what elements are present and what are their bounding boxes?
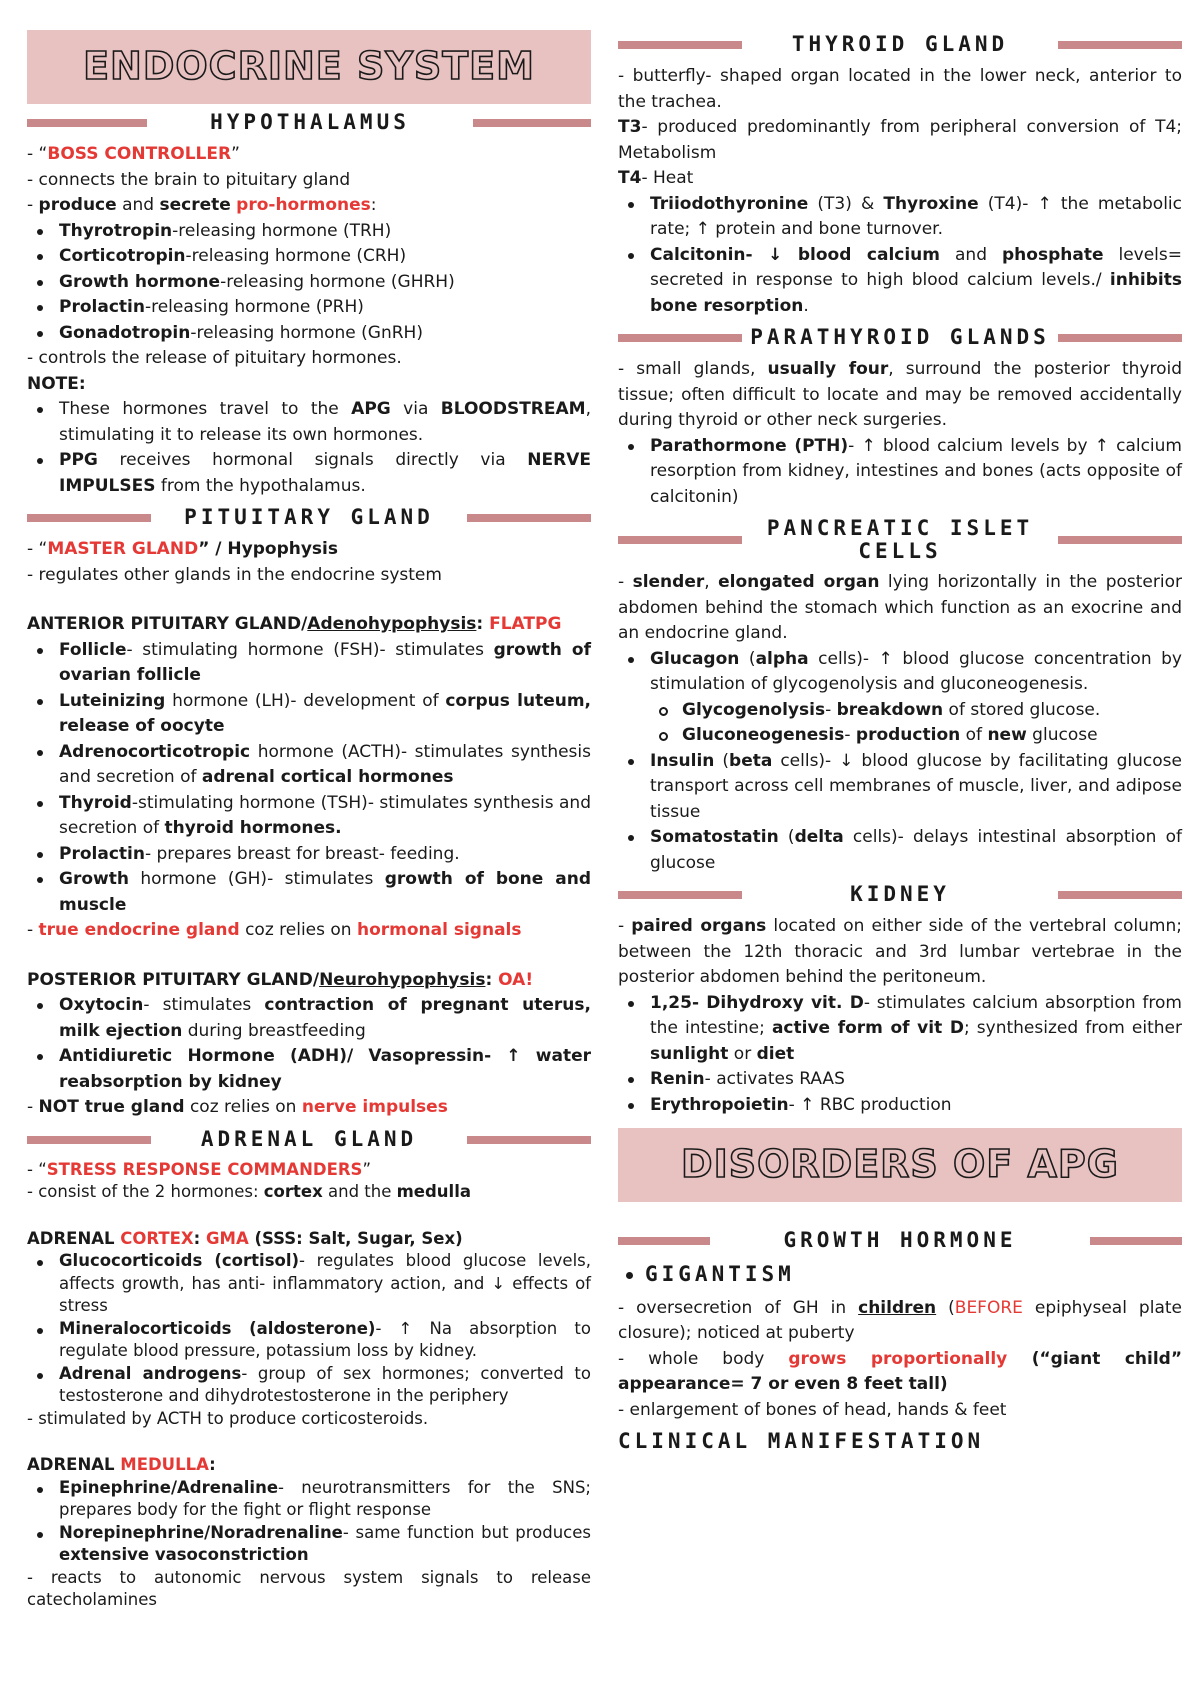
clinical-manifestation-heading: CLINICAL MANIFESTATION bbox=[618, 1429, 985, 1453]
list-item: Erythropoietin- ↑ RBC production bbox=[618, 1093, 1182, 1119]
text-line: - butterfly- shaped organ located in the lower neck, anterior to the trachea. bbox=[618, 66, 1182, 112]
list-item: Norepinephrine/Noradrenaline- same function but produces extensive vasoconstriction bbox=[27, 1522, 591, 1567]
text-line: - regulates other glands in the endocrine system bbox=[27, 564, 442, 585]
sub-list bbox=[650, 698, 1182, 749]
text-line: - paired organs located on either side of the vertebral column; between the 12th thoracic and 3rd lumbar vertebrae in the posterior abdomen behind the peritoneum. bbox=[618, 916, 1182, 987]
title-banner bbox=[27, 30, 591, 104]
kidney-section bbox=[618, 914, 1182, 1118]
page-title: ENDOCRINE SYSTEM bbox=[83, 44, 535, 89]
subheading: POSTERIOR PITUITARY GLAND/Neurohypophysis: OA! bbox=[27, 969, 534, 990]
note-list bbox=[27, 397, 591, 499]
text-line: - whole body grows proportionally (“giant child” appearance= 7 or even 8 feet tall) bbox=[618, 1348, 1183, 1394]
text-line: - “BOSS CONTROLLER” bbox=[27, 144, 240, 164]
list-item: Glucocorticoids (cortisol)- regulates blood glucose levels, affects growth, has anti- inflammatory action, and ↓ effects of stress bbox=[27, 1250, 591, 1318]
list-item: 1,25- Dihydroxy vit. D- stimulates calcium absorption from the intestine; active form of vit D; synthesized from either sunlight or diet bbox=[618, 991, 1182, 1068]
text-line: - controls the release of pituitary hormones. bbox=[27, 348, 402, 368]
section-header-parathyroid: PARATHYROID GLANDS bbox=[618, 321, 1182, 355]
list-item: Antidiuretic Hormone (ADH)/ Vasopressin- ↑ water reabsorption by kidney bbox=[27, 1044, 591, 1095]
list-item: Follicle- stimulating hormone (FSH)- stimulates growth of ovarian follicle bbox=[27, 638, 591, 689]
text-line: - consist of the 2 hormones: cortex and the medulla bbox=[27, 1182, 471, 1201]
list-item: Epinephrine/Adrenaline- neurotransmitters for the SNS; prepares body for the fight or flight response bbox=[27, 1477, 591, 1522]
left-column bbox=[27, 30, 591, 1612]
text-line: - enlargement of bones of head, hands & feet bbox=[618, 1399, 1007, 1420]
list-item: Glycogenolysis- breakdown of stored glucose. bbox=[650, 698, 1182, 724]
note-label: NOTE: bbox=[27, 373, 86, 394]
pancreatic-list bbox=[618, 647, 1182, 877]
hypothalamus-section bbox=[27, 142, 591, 499]
growth-hormone-section bbox=[618, 1262, 1182, 1455]
parathyroid-list bbox=[618, 434, 1182, 511]
parathyroid-section bbox=[618, 357, 1182, 510]
section-header-pituitary: PITUITARY GLAND bbox=[27, 501, 591, 535]
subheading: ADRENAL MEDULLA: bbox=[27, 1455, 216, 1474]
disorders-title: DISORDERS OF APG bbox=[681, 1142, 1119, 1187]
adrenal-section bbox=[27, 1159, 591, 1612]
thyroid-list bbox=[618, 192, 1182, 320]
list-item: Gonadotropin-releasing hormone (GnRH) bbox=[27, 321, 591, 347]
section-header-growth-hormone: GROWTH HORMONE bbox=[618, 1224, 1182, 1258]
text-line: - slender, elongated organ lying horizontally in the posterior abdomen behind the stomach which function as an exocrine and an endocrine gland. bbox=[618, 572, 1182, 643]
list-item: Insulin (beta cells)- ↓ blood glucose by facilitating glucose transport across cell membranes of muscle, liver, and adipose tissue bbox=[618, 749, 1182, 826]
disorders-banner bbox=[618, 1128, 1182, 1202]
text-line: - “MASTER GLAND” / Hypophysis bbox=[27, 539, 338, 559]
text-line: - “STRESS RESPONSE COMMANDERS” bbox=[27, 1159, 371, 1179]
thyroid-section bbox=[618, 64, 1182, 319]
list-item: Thyrotropin-releasing hormone (TRH) bbox=[27, 219, 591, 245]
subheading: ANTERIOR PITUITARY GLAND/Adenohypophysis: FLATPG bbox=[27, 614, 562, 634]
gigantism-heading: GIGANTISM bbox=[618, 1262, 1182, 1288]
section-header-adrenal: ADRENAL GLAND bbox=[27, 1123, 591, 1157]
text-line: - small glands, usually four, surround the posterior thyroid tissue; often difficult to locate and may be removed accidentally during thyroid or other neck surgeries. bbox=[618, 359, 1183, 430]
list-item: Prolactin-releasing hormone (PRH) bbox=[27, 295, 591, 321]
list-item: These hormones travel to the APG via BLOODSTREAM, stimulating it to release its own hormones. bbox=[27, 397, 591, 448]
medulla-list bbox=[27, 1477, 591, 1567]
list-item: Mineralocorticoids (aldosterone)- ↑ Na absorption to regulate blood pressure, potassium loss by kidney. bbox=[27, 1318, 591, 1363]
kidney-list bbox=[618, 991, 1182, 1119]
section-header-kidney: KIDNEY bbox=[618, 878, 1182, 912]
text-line: - connects the brain to pituitary gland bbox=[27, 169, 351, 190]
list-item: Adrenocorticotropic hormone (ACTH)- stimulates synthesis and secretion of adrenal cortical hormones bbox=[27, 740, 591, 791]
subheading: ADRENAL CORTEX: GMA (SSS: Salt, Sugar, Sex) bbox=[27, 1228, 463, 1248]
list-item: Luteinizing hormone (LH)- development of corpus luteum, release of oocyte bbox=[27, 689, 591, 740]
text-line: - reacts to autonomic nervous system signals to release catecholamines bbox=[27, 1567, 591, 1609]
pituitary-section bbox=[27, 537, 591, 1121]
list-item: Growth hormone (GH)- stimulates growth of bone and muscle bbox=[27, 867, 591, 918]
cortex-list bbox=[27, 1250, 591, 1408]
text-line: - NOT true gland coz relies on nerve impulses bbox=[27, 1097, 448, 1117]
section-header-thyroid: THYROID GLAND bbox=[618, 28, 1182, 62]
list-item: Adrenal androgens- group of sex hormones; converted to testosterone and dihydrotestosterone in the periphery bbox=[27, 1363, 591, 1408]
list-item: Triiodothyronine (T3) & Thyroxine (T4)- ↑ the metabolic rate; ↑ protein and bone turnover. bbox=[618, 192, 1182, 243]
text-line: T4- Heat bbox=[618, 168, 694, 188]
list-item: Corticotropin-releasing hormone (CRH) bbox=[27, 244, 591, 270]
section-header-hypothalamus: HYPOTHALAMUS bbox=[27, 106, 591, 140]
text-line: - true endocrine gland coz relies on hormonal signals bbox=[27, 920, 522, 940]
list-item: Prolactin- prepares breast for breast- feeding. bbox=[27, 842, 591, 868]
anterior-list bbox=[27, 638, 591, 919]
list-item: Calcitonin- ↓ blood calcium and phosphate levels= secreted in response to high blood calcium levels./ inhibits bone resorption. bbox=[618, 243, 1182, 320]
text-line: - produce and secrete pro-hormones: bbox=[27, 195, 377, 215]
list-item: Growth hormone-releasing hormone (GHRH) bbox=[27, 270, 591, 296]
right-column bbox=[618, 30, 1182, 1455]
list-item: PPG receives hormonal signals directly via NERVE IMPULSES from the hypothalamus. bbox=[27, 448, 591, 499]
list-item: Renin- activates RAAS bbox=[618, 1067, 1182, 1093]
list-item: Glucagon (alpha cells)- ↑ blood glucose concentration by stimulation of glycogenolysis and gluconeogenesis. Glycogenolysis- breakdown of stored glucose. Gluconeogenesis- production of new glucose bbox=[618, 647, 1182, 749]
hormone-list bbox=[27, 219, 591, 347]
text-line: - stimulated by ACTH to produce corticosteroids. bbox=[27, 1408, 429, 1428]
pancreatic-section bbox=[618, 570, 1182, 876]
posterior-list bbox=[27, 993, 591, 1095]
list-item: Parathormone (PTH)- ↑ blood calcium levels by ↑ calcium resorption from kidney, intestines and bones (acts opposite of calcitonin) bbox=[618, 434, 1182, 511]
text-line: - oversecretion of GH in children (BEFORE epiphyseal plate closure); noticed at puberty bbox=[618, 1297, 1182, 1343]
list-item: Gluconeogenesis- production of new glucose bbox=[650, 723, 1182, 749]
list-item: Oxytocin- stimulates contraction of pregnant uterus, milk ejection during breastfeeding bbox=[27, 993, 591, 1044]
list-item: Thyroid-stimulating hormone (TSH)- stimulates synthesis and secretion of thyroid hormones. bbox=[27, 791, 591, 842]
section-header-pancreatic: PANCREATIC ISLET CELLS bbox=[618, 512, 1182, 568]
list-item: Somatostatin (delta cells)- delays intestinal absorption of glucose bbox=[618, 825, 1182, 876]
text-line: T3- produced predominantly from peripheral conversion of T4; Metabolism bbox=[618, 117, 1182, 163]
